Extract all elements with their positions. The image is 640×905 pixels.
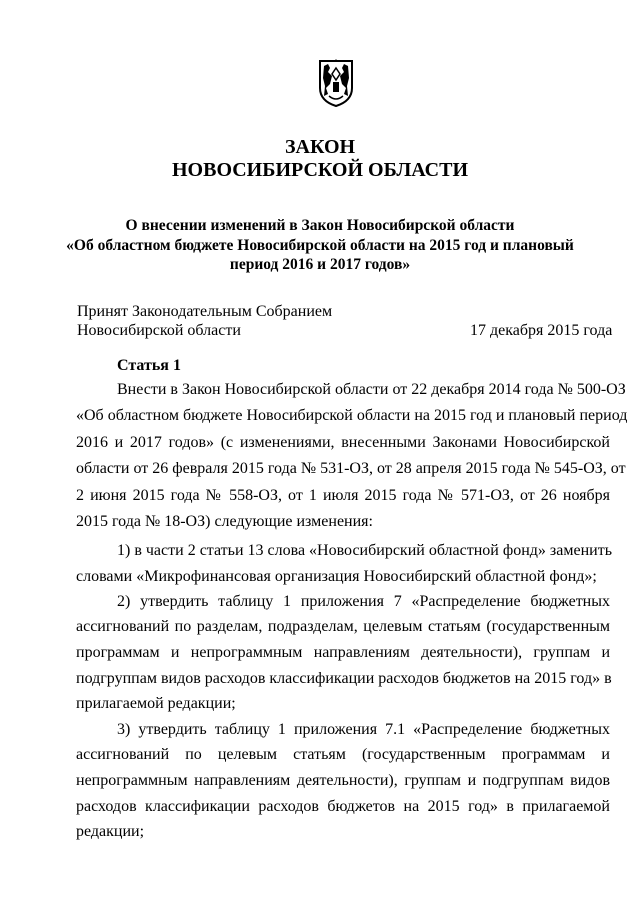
item3-line: 3) утвердить таблицу 1 приложения 7.1 «Распределение бюджетных	[117, 721, 610, 738]
item2-line: ассигнований по разделам, подразделам, целевым статьям (государственным	[76, 618, 610, 635]
adoption-line2: Новосибирской области	[77, 322, 241, 339]
subtitle-line2: «Об областном бюджете Новосибирской области на 2015 год и плановый	[66, 237, 574, 254]
coat-of-arms-icon	[316, 58, 356, 108]
item1-line: 1) в части 2 статьи 13 слова «Новосибирский областной фонд» заменить	[117, 542, 612, 559]
item2-line: программам и непрограммным направлениям деятельности), группам и	[76, 644, 610, 661]
paragraph-line: Внести в Закон Новосибирской области от 22 декабря 2014 года № 500-ОЗ	[117, 381, 626, 398]
item3-line: ассигнований по целевым статьям (государственным программам и	[76, 746, 610, 763]
item1-line: словами «Микрофинансовая организация Новосибирский областной фонд»;	[76, 568, 597, 585]
item2-line: прилагаемой редакции;	[76, 695, 236, 712]
item3-line: расходов классификации расходов бюджетов на 2015 год» в прилагаемой	[76, 798, 610, 815]
paragraph-line: области от 26 февраля 2015 года № 531-ОЗ, от 28 апреля 2015 года № 545-ОЗ, от	[76, 460, 626, 477]
item3-line: редакции;	[76, 823, 145, 840]
item2-line: 2) утвердить таблицу 1 приложения 7 «Распределение бюджетных	[117, 593, 610, 610]
item3-line: непрограммным направлениям деятельности), группам и подгруппам видов	[76, 772, 610, 789]
article-heading: Статья 1	[117, 357, 181, 374]
document-title-line1: ЗАКОН	[284, 136, 356, 158]
adoption-date: 17 декабря 2015 года	[470, 322, 613, 339]
paragraph-line: 2016 и 2017 годов» (с изменениями, внесенными Законами Новосибирской	[76, 434, 610, 451]
subtitle-line3: период 2016 и 2017 годов»	[229, 256, 411, 273]
paragraph-line: 2015 года № 18-ОЗ) следующие изменения:	[76, 513, 373, 530]
paragraph-line: «Об областном бюджете Новосибирской области на 2015 год и плановый период	[76, 407, 628, 424]
subtitle-line1: О внесении изменений в Закон Новосибирской области	[125, 217, 515, 234]
paragraph-line: 2 июня 2015 года № 558-ОЗ, от 1 июля 2015 года № 571-ОЗ, от 26 ноября	[76, 487, 610, 504]
item2-line: подгруппам видов расходов классификации расходов бюджетов на 2015 год» в	[76, 670, 612, 687]
document-title-line2: НОВОСИБИРСКОЙ ОБЛАСТИ	[171, 159, 469, 181]
adoption-line1: Принят Законодательным Собранием	[77, 303, 333, 320]
